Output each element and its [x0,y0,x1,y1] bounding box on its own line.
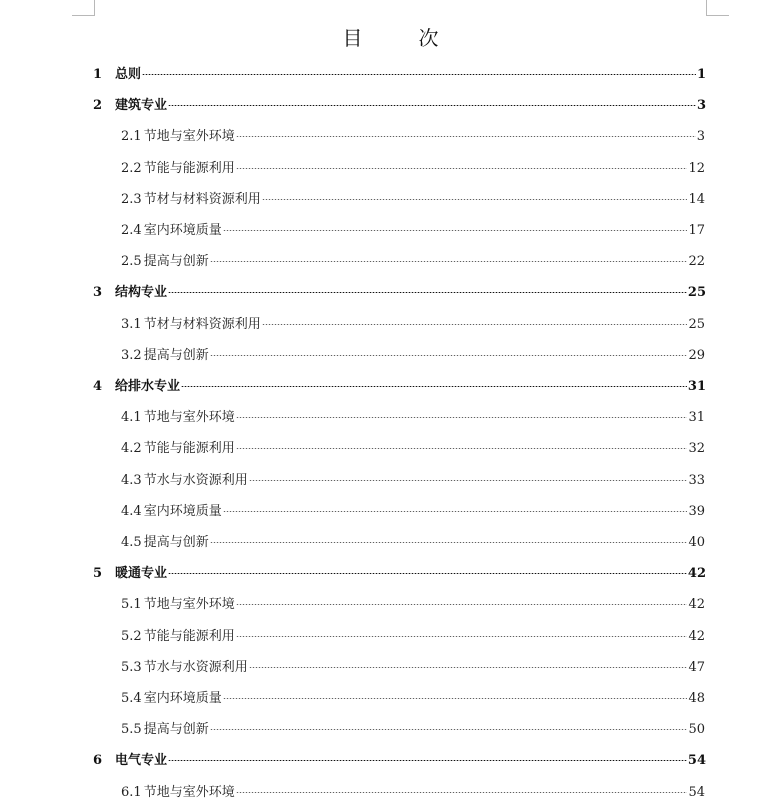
toc-section-entry[interactable] [121,500,705,524]
toc-entry-title: 节地与室外环境 [143,410,235,426]
toc-entry-number: 2.4 [121,223,142,238]
toc-entry-title: 给排水专业 [115,379,181,394]
toc-entry-number: 5 [93,566,103,582]
toc-dot-leader [223,230,688,231]
toc-dot-leader [236,417,688,418]
toc-chapter-entry[interactable] [93,63,706,87]
toc-entry-number: 6.1 [121,784,142,800]
toc-entry-number: 2.3 [121,191,142,207]
toc-dot-leader [236,168,688,169]
toc-entry-number: 5.5 [121,722,142,738]
toc-chapter-entry[interactable] [93,749,706,773]
toc-entry-title: 节地与室外环境 [143,597,235,613]
toc-entry-title: 室内环境质量 [143,223,222,238]
toc-dot-leader [236,636,688,637]
toc-dot-leader [236,448,688,449]
toc-entry-number: 1 [93,67,103,82]
toc-entry-page-number: 12 [688,160,705,176]
toc-dot-leader [236,604,688,605]
toc-entry-title: 提高与创新 [143,722,209,738]
toc-entry-number: 4.3 [121,472,142,488]
toc-section-entry[interactable] [121,656,705,680]
toc-section-entry[interactable] [121,125,705,149]
toc-entry-page-number: 1 [696,67,706,82]
toc-section-entry[interactable] [121,469,705,493]
toc-section-entry[interactable] [121,625,705,649]
toc-section-entry[interactable] [121,687,705,711]
toc-dot-leader [249,667,688,668]
toc-entry-page-number: 39 [688,503,705,519]
toc-entry-page-number: 32 [688,441,705,457]
toc-entry-number: 4 [93,379,103,394]
toc-entry-number: 4.1 [121,410,142,426]
toc-section-entry[interactable] [121,344,705,368]
toc-entry-page-number: 40 [688,535,705,550]
toc-entry-title: 节水与水资源利用 [143,472,248,488]
toc-entry-page-number: 48 [688,691,705,706]
toc-entry-title: 节材与材料资源利用 [143,191,261,207]
toc-dot-leader [210,261,688,262]
toc-entry-title: 室内环境质量 [143,503,222,519]
toc-entry-page-number: 25 [687,285,706,301]
toc-entry-page-number: 42 [688,628,705,644]
toc-entry-page-number: 42 [688,597,705,613]
toc-entry-title: 节水与水资源利用 [143,659,248,675]
toc-dot-leader [168,105,696,106]
toc-entry-page-number: 54 [687,753,706,769]
toc-chapter-entry[interactable] [93,281,706,305]
toc-entry-number: 5.1 [121,597,142,613]
toc-entry-number: 3.1 [121,316,142,332]
toc-entry-page-number: 14 [688,191,705,207]
toc-entry-title: 提高与创新 [143,535,209,550]
toc-section-entry[interactable] [121,781,705,805]
toc-entry-number: 5.4 [121,691,142,706]
toc-entry-number: 5.3 [121,659,142,675]
toc-entry-page-number: 31 [687,379,706,394]
toc-dot-leader [168,292,687,293]
toc-entry-number: 5.2 [121,628,142,644]
toc-entry-title: 暖通专业 [115,566,168,582]
toc-section-entry[interactable] [121,437,705,461]
toc-entry-page-number: 33 [688,472,705,488]
toc-entry-title: 节地与室外环境 [143,129,235,145]
toc-dot-leader [210,355,688,356]
toc-chapter-entry[interactable] [93,94,706,118]
toc-section-entry[interactable] [121,219,705,243]
toc-entry-page-number: 31 [688,410,705,426]
toc-chapter-entry[interactable] [93,375,706,399]
toc-entry-page-number: 22 [688,254,705,270]
toc-dot-leader [168,573,687,574]
toc-entry-title: 结构专业 [115,285,168,301]
toc-entry-number: 4.5 [121,535,142,550]
toc-entry-title: 节能与能源利用 [143,441,235,457]
crop-mark-top-left [72,0,95,16]
toc-entry-number: 3 [93,285,103,301]
toc-entry-number: 2 [93,98,103,114]
toc-dot-leader [262,324,688,325]
toc-entry-title: 提高与创新 [143,347,209,363]
toc-entry-number: 4.4 [121,503,142,519]
toc-entry-number: 2.1 [121,129,142,145]
toc-entry-number: 2.2 [121,160,142,176]
toc-entry-title: 总则 [115,67,142,82]
toc-entry-title: 节能与能源利用 [143,160,235,176]
toc-chapter-entry[interactable] [93,562,706,586]
toc-section-entry[interactable] [121,531,705,555]
toc-entry-number: 2.5 [121,254,142,270]
toc-section-entry[interactable] [121,157,705,181]
toc-entry-title: 建筑专业 [115,98,168,114]
toc-section-entry[interactable] [121,406,705,430]
toc-entry-title: 电气专业 [115,753,168,769]
toc-entry-number: 3.2 [121,347,142,363]
toc-dot-leader [210,729,688,730]
toc-dot-leader [236,136,696,137]
toc-entry-page-number: 25 [688,316,705,332]
toc-dot-leader [223,698,688,699]
toc-entry-number: 4.2 [121,441,142,457]
toc-entry-page-number: 3 [696,98,706,114]
toc-dot-leader [249,480,688,481]
crop-mark-top-right [706,0,729,16]
toc-entry-page-number: 17 [688,223,705,238]
toc-entry-title: 提高与创新 [143,254,209,270]
toc-dot-leader [262,199,688,200]
toc-dot-leader [210,542,688,543]
toc-section-entry[interactable] [121,718,705,742]
toc-section-entry[interactable] [121,250,705,274]
toc-entry-page-number: 29 [688,347,705,363]
toc-entry-page-number: 42 [687,566,706,582]
toc-entry-page-number: 47 [688,659,705,675]
toc-entry-title: 节能与能源利用 [143,628,235,644]
toc-section-entry[interactable] [121,593,705,617]
toc-dot-leader [236,792,688,793]
toc-title: 目 次 [342,26,457,50]
toc-entry-page-number: 54 [688,784,705,800]
toc-section-entry[interactable] [121,313,705,337]
toc-section-entry[interactable] [121,188,705,212]
toc-entry-number: 6 [93,753,103,769]
toc-entry-title: 节地与室外环境 [143,784,235,800]
toc-entry-title: 室内环境质量 [143,691,222,706]
toc-entry-page-number: 50 [688,722,705,738]
toc-dot-leader [168,760,687,761]
toc-dot-leader [181,386,687,387]
toc-dot-leader [223,511,688,512]
toc-entry-page-number: 3 [696,129,705,145]
toc-entry-title: 节材与材料资源利用 [143,316,261,332]
toc-dot-leader [142,74,696,75]
